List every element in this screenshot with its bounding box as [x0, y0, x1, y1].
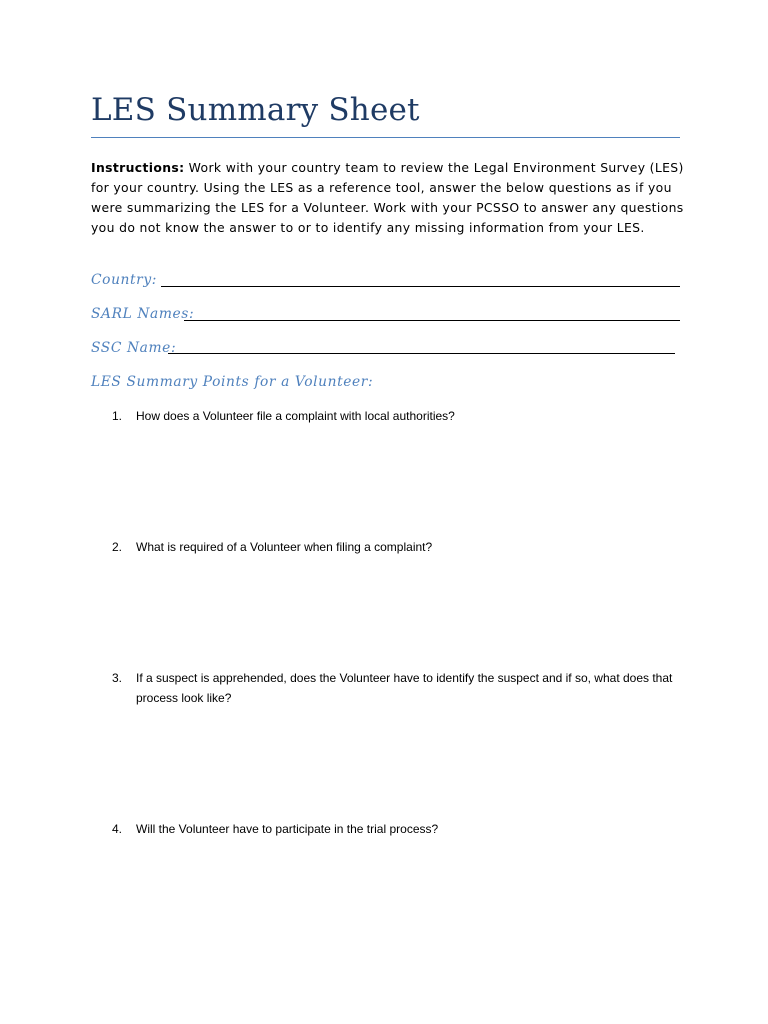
sarl-names-input-line[interactable]: [184, 320, 680, 321]
question-number: 4.: [112, 822, 123, 836]
instructions-text: Work with your country team to review the Legal Environment Survey (LES) for your country. Using the LES as a reference tool, answer the below questions as if you were summarizing the LES for a Volunteer. Work with your PCSSO to answer any questions you do not know the answer to or to identify any missing information from your LES.: [91, 160, 684, 235]
question-number: 2.: [112, 540, 123, 554]
question-item: [112, 668, 692, 708]
ssc-name-label: SSC Name:: [91, 340, 177, 356]
ssc-name-input-line[interactable]: [168, 353, 675, 354]
title-underline: [91, 137, 680, 138]
question-item: [112, 819, 692, 839]
question-number: 1.: [112, 409, 123, 423]
sarl-names-label: SARL Names:: [91, 306, 195, 322]
question-text: What is required of a Volunteer when filing a complaint?: [136, 540, 433, 554]
page-title: LES Summary Sheet: [91, 92, 420, 128]
country-input-line[interactable]: [161, 286, 680, 287]
country-label: Country:: [91, 272, 158, 288]
instructions-paragraph: [91, 158, 691, 238]
question-text: How does a Volunteer file a complaint with local authorities?: [136, 409, 455, 423]
section-heading: LES Summary Points for a Volunteer:: [91, 374, 374, 390]
question-number: 3.: [112, 671, 123, 685]
question-text: Will the Volunteer have to participate in the trial process?: [136, 822, 439, 836]
question-text: If a suspect is apprehended, does the Volunteer have to identify the suspect and if so, what does that process look like?: [136, 671, 673, 705]
instructions-label: Instructions:: [91, 160, 185, 175]
question-item: [112, 537, 692, 557]
question-item: [112, 406, 692, 426]
